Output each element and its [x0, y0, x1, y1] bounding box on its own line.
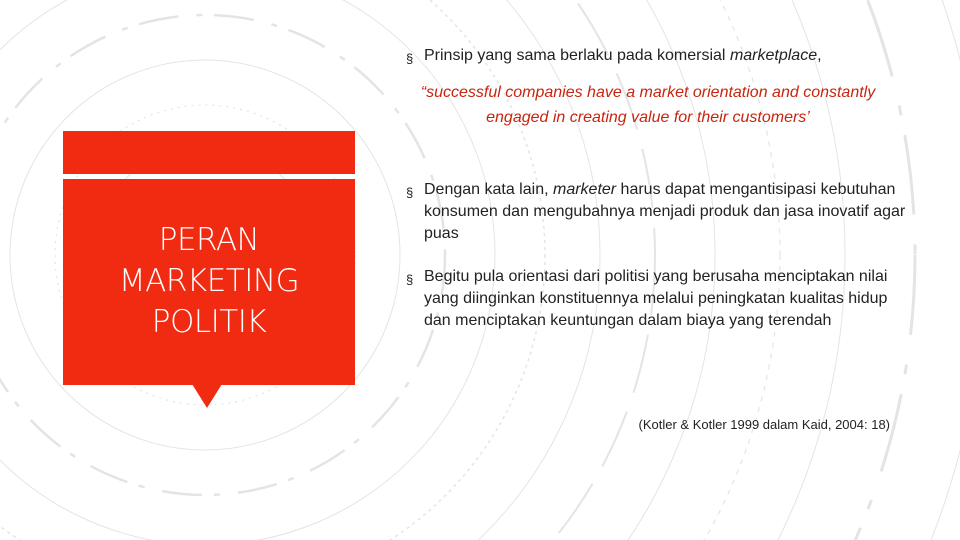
bullet-item-marketer: [406, 179, 906, 245]
bullet-text: [406, 179, 906, 245]
bullet-marker: §: [406, 51, 414, 66]
bullet-text-part: Prinsip yang sama berlaku pada komersial: [424, 47, 730, 64]
bullet-marker: §: [406, 185, 414, 200]
bullet-text-part: ,: [817, 47, 822, 64]
bullet-text-part: Dengan kata lain,: [424, 181, 553, 198]
bullet-marker: §: [406, 272, 414, 287]
accent-bar: [63, 131, 355, 174]
title-panel-pointer: [192, 384, 222, 408]
bullet-text: Begitu pula orientasi dari politisi yang berusaha menciptakan nilai yang diinginkan konstituennya melalui peningkatan kualitas hidup dan menciptakan keuntungan dalam biaya yang terendah: [424, 268, 888, 329]
bullet-text-italic: marketer: [552, 181, 617, 198]
bullet-item-politician: [406, 266, 906, 332]
slide-title: PERAN MARKETING POLITIK: [118, 222, 300, 340]
bullet-text: [406, 45, 906, 67]
quote-text: “successful companies have a market orientation and constantly engaged in creating value for their customers’: [420, 84, 876, 126]
bullet-text-part: harus dapat mengantisipasi kebutuhan konsumen dan mengubahnya menjadi produk dan jasa inovatif agar puas: [424, 181, 906, 242]
citation: (Kotler & Kotler 1999 dalam Kaid, 2004: 18): [638, 417, 890, 432]
bullet-item-principle: [406, 45, 906, 67]
bullet-text-italic: marketplace: [729, 47, 818, 64]
